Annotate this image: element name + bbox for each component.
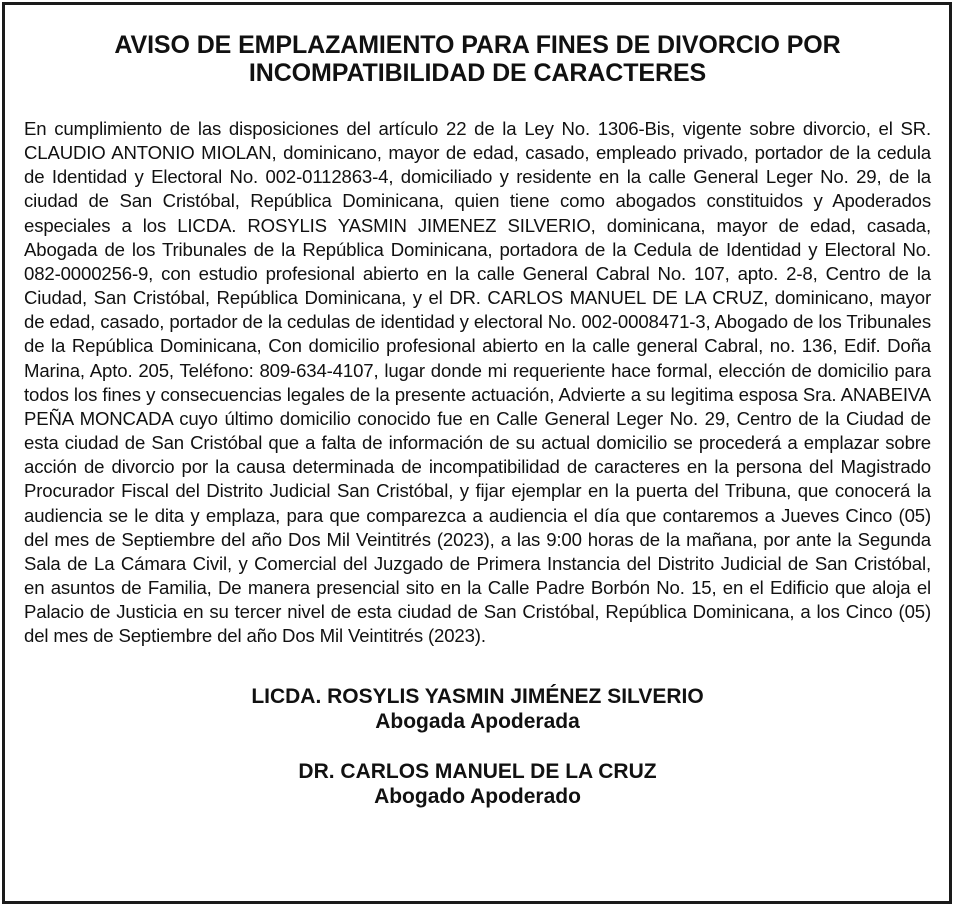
- signature-role-2: Abogado Apoderado: [374, 785, 581, 809]
- title-line-2: INCOMPATIBILIDAD DE CARACTERES: [248, 59, 707, 87]
- signature-block-2: [24, 759, 931, 809]
- notice-title: [24, 31, 931, 87]
- signature-block-1: [24, 684, 931, 734]
- title-line-1: AVISO DE EMPLAZAMIENTO PARA FINES DE DIVORCIO POR: [114, 31, 841, 59]
- signature-name-1: LICDA. ROSYLIS YASMIN JIMÉNEZ SILVERIO: [251, 685, 704, 709]
- signature-name-2: DR. CARLOS MANUEL DE LA CRUZ: [298, 760, 657, 784]
- notice-body: En cumplimiento de las disposiciones del artículo 22 de la Ley No. 1306-Bis, vigente sobre divorcio, el SR. CLAUDIO ANTONIO MIOLAN, dominicano, mayor de edad, casado, empleado privado, portador de la cedula de Identidad y Electoral No. 002-0112863-4, domiciliado y residente en la calle General Leger No. 29, de la ciudad de San Cristóbal, República Dominicana, quien tiene como abogados constituidos y Apoderados especiales a los LICDA. ROSYLIS YASMIN JIMENEZ SILVERIO, dominicana, mayor de edad, casada, Abogada de los Tribunales de la República Dominicana, portadora de la Cedula de Identidad y Electoral No. 082-0000256-9, con estudio profesional abierto en la calle General Cabral No. 107, apto. 2-8, Centro de la Ciudad, San Cristóbal, República Dominicana, y el DR. CARLOS MANUEL DE LA CRUZ, dominicano, mayor de edad, casado, portador de la cedulas de identidad y electoral No. 002-0008471-3, Abogado de los Tribunales de la República Dominicana, Con domicilio profesional abierto en la calle general Cabral, no. 136, Edif. Doña Marina, Apto. 205, Teléfono: 809-634-4107, lugar donde mi requeriente hace formal, elección de domicilio para todos los fines y consecuencias legales de la presente actuación, Advierte a su legitima esposa Sra. ANABEIVA PEÑA MONCADA cuyo último domicilio conocido fue en Calle General Leger No. 29, Centro de la Ciudad de esta ciudad de San Cristóbal que a falta de información de su actual domicilio se procederá a emplazar sobre acción de divorcio por la causa determinada de incompatibilidad de caracteres en la persona del Magistrado Procurador Fiscal del Distrito Judicial San Cristóbal, y fijar ejemplar en la puerta del Tribuna, que conocerá la audiencia se le dita y emplaza, para que comparezca a audiencia el día que contaremos a Jueves Cinco (05) del mes de Septiembre del año Dos Mil Veintitrés (2023), a las 9:00 horas de la mañana, por ante la Segunda Sala de La Cámara Civil, y Comercial del Juzgado de Primera Instancia del Distrito Judicial de San Cristóbal, en asuntos de Familia, De manera presencial sito en la Calle Padre Borbón No. 15, en el Edificio que aloja el Palacio de Justicia en su tercer nivel de esta ciudad de San Cristóbal, República Dominicana, a los Cinco (05) del mes de Septiembre del año Dos Mil Veintitrés (2023).: [24, 118, 931, 647]
- legal-notice: [2, 2, 952, 904]
- signature-role-1: Abogada Apoderada: [375, 710, 580, 734]
